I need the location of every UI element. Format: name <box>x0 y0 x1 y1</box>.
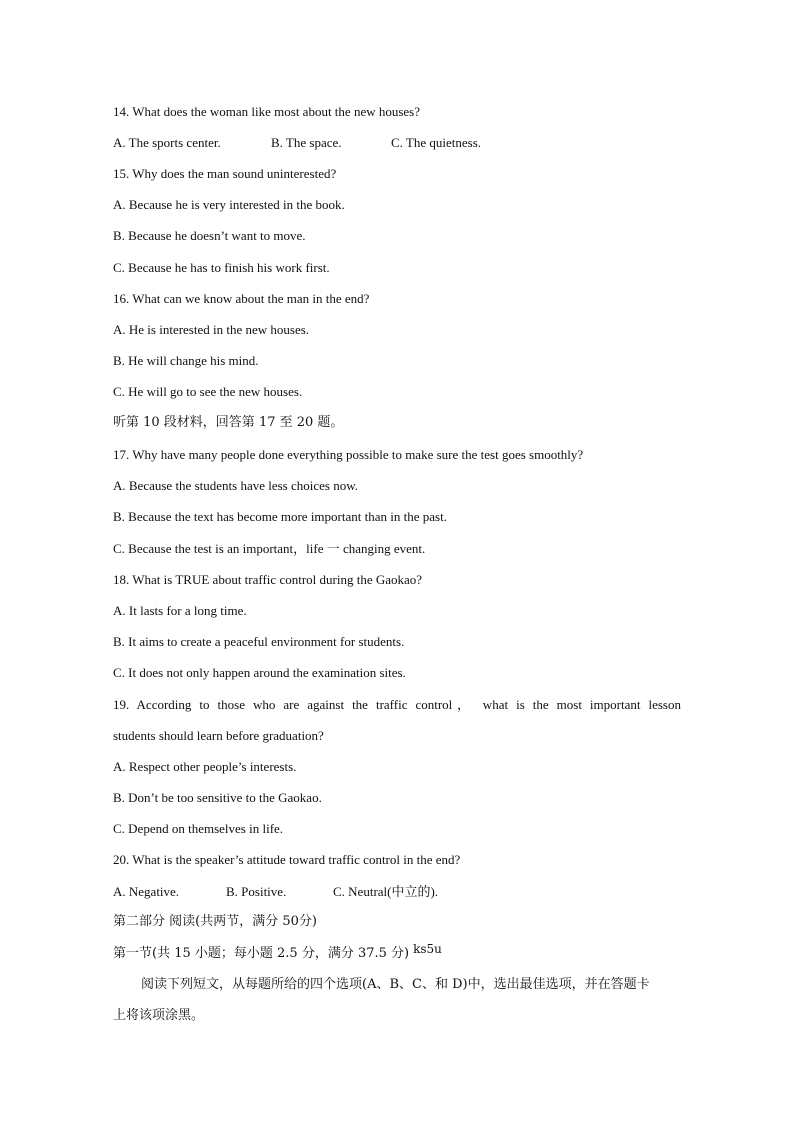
question-15: 15. Why does the man sound uninterested? <box>113 166 337 181</box>
option-b: B. He will change his mind. <box>113 353 259 368</box>
option-b: B. Because he doesn’t want to move. <box>113 228 306 243</box>
question-14-options <box>113 134 681 152</box>
option-a: A. It lasts for a long time. <box>113 603 247 618</box>
option-c: C. He will go to see the new houses. <box>113 384 303 399</box>
question-17: 17. Why have many people done everything possible to make sure the test goes smoothly? <box>113 447 584 462</box>
section-one-heading <box>113 944 681 963</box>
option-c: C. It does not only happen around the examination sites. <box>113 665 406 680</box>
question-20-options <box>113 883 681 901</box>
option-c: C. Because the test is an important，life 一 changing event. <box>113 541 426 556</box>
instruction-line-1: 阅读下列短文，从每题所给的四个选项(A、B、C、和 D)中，选出最佳选项，并在答题卡 <box>141 977 650 992</box>
option-c: C. The quietness. <box>391 135 482 150</box>
section-heading-10: 听第 10 段材料，回答第 17 至 20 题。 <box>113 415 344 430</box>
option-b: B. The space. <box>271 135 342 150</box>
question-16: 16. What can we know about the man in the end? <box>113 291 370 306</box>
ks5u-watermark: ks5u <box>413 942 442 956</box>
option-a: A. The sports center. <box>113 135 221 150</box>
option-b: B. Don’t be too sensitive to the Gaokao. <box>113 790 322 805</box>
option-a: A. Negative. <box>113 884 180 899</box>
question-19-line-1: 19. According to those who are against the traffic control， what is the most important lesson <box>113 697 681 712</box>
option-b: B. Because the text has become more important than in the past. <box>113 509 447 524</box>
option-b: B. It aims to create a peaceful environment for students. <box>113 634 405 649</box>
option-a: A. Because he is very interested in the book. <box>113 197 345 212</box>
option-c: C. Depend on themselves in life. <box>113 821 284 836</box>
instruction-line-2: 上将该项涂黑。 <box>113 1008 205 1023</box>
option-c: C. Because he has to finish his work first. <box>113 260 330 275</box>
question-19-line-2: students should learn before graduation? <box>113 728 324 743</box>
option-b: B. Positive. <box>226 884 287 899</box>
question-20: 20. What is the speaker’s attitude toward traffic control in the end? <box>113 852 461 867</box>
option-c: C. Neutral(中立的). <box>333 884 439 899</box>
question-18: 18. What is TRUE about traffic control during the Gaokao? <box>113 572 423 587</box>
section-one-text: 第一节(共 15 小题；每小题 2.5 分，满分 37.5 分) <box>113 946 410 961</box>
option-a: A. Respect other people’s interests. <box>113 759 297 774</box>
part-two-heading: 第二部分 阅读(共两节，满分 50分) <box>113 914 317 929</box>
question-14: 14. What does the woman like most about the new houses? <box>113 104 421 119</box>
option-a: A. Because the students have less choices now. <box>113 478 359 493</box>
option-a: A. He is interested in the new houses. <box>113 322 310 337</box>
